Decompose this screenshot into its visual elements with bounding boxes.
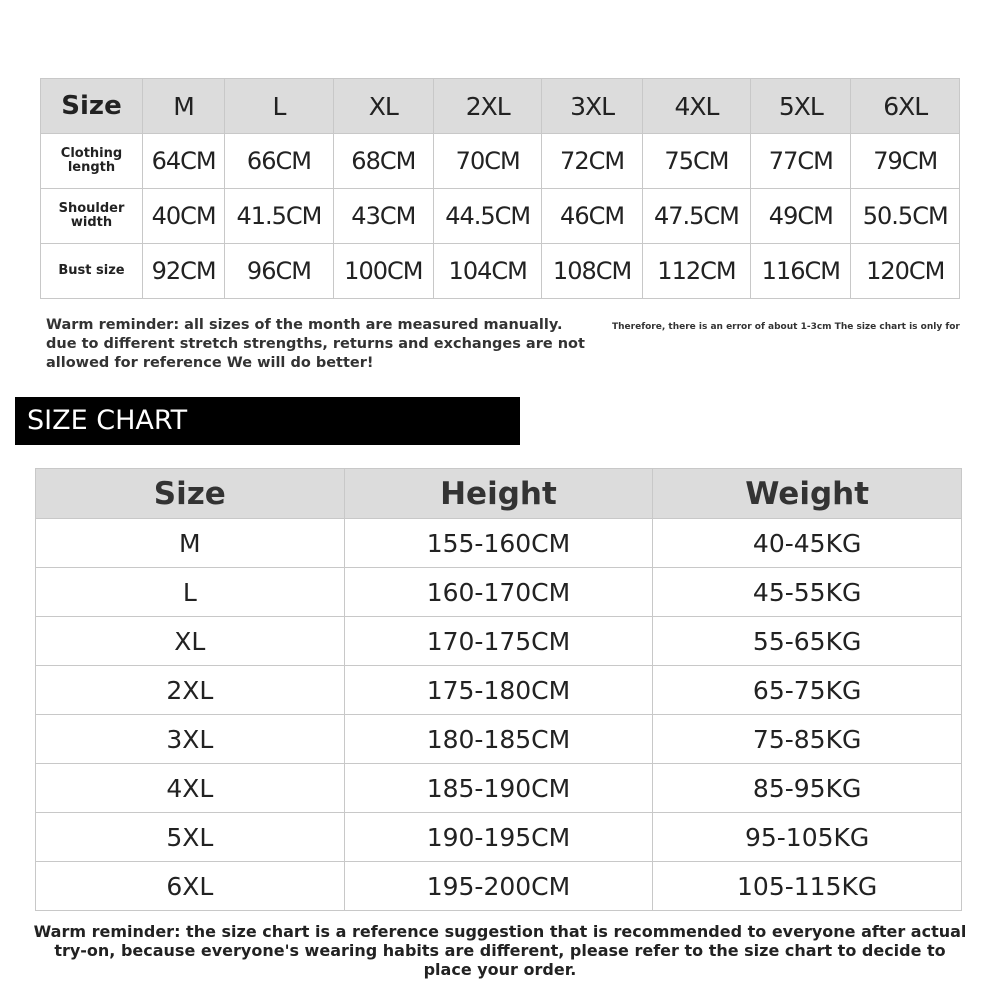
measurement-cell: 96CM (225, 244, 334, 299)
table-row (36, 666, 962, 715)
measurement-table (40, 78, 960, 299)
header-cell: XL (333, 79, 433, 134)
size-cell: XL (36, 617, 345, 666)
measurement-cell: 50.5CM (851, 189, 960, 244)
height-weight-table (35, 468, 962, 911)
measurement-cell: 79CM (851, 134, 960, 189)
measurement-cell: 40CM (143, 189, 225, 244)
height-cell: 175-180CM (344, 666, 653, 715)
measurement-cell: 77CM (751, 134, 851, 189)
measurement-cell: 46CM (542, 189, 642, 244)
measurement-cell: 43CM (333, 189, 433, 244)
table-row (36, 617, 962, 666)
measurement-cell: 120CM (851, 244, 960, 299)
size-cell: 6XL (36, 862, 345, 911)
table-header-row (36, 469, 962, 519)
measurement-cell: 108CM (542, 244, 642, 299)
table-header-row (41, 79, 960, 134)
size-cell: 3XL (36, 715, 345, 764)
size-chart-banner: SIZE CHART (15, 397, 520, 445)
measurement-cell: 116CM (751, 244, 851, 299)
measurement-cell: 68CM (333, 134, 433, 189)
header-cell: Size (36, 469, 345, 519)
table-row (36, 764, 962, 813)
size-cell: 5XL (36, 813, 345, 862)
table-row (41, 244, 960, 299)
header-cell: Height (344, 469, 653, 519)
row-label: Bust size (41, 244, 143, 299)
measurement-cell: 100CM (333, 244, 433, 299)
size-cell: M (36, 519, 345, 568)
table-row (41, 134, 960, 189)
header-cell: Weight (653, 469, 962, 519)
measurement-cell: 49CM (751, 189, 851, 244)
table-row (36, 519, 962, 568)
measurement-cell: 70CM (433, 134, 542, 189)
header-cell: M (143, 79, 225, 134)
measurement-cell: 44.5CM (433, 189, 542, 244)
measurement-cell: 112CM (642, 244, 751, 299)
table-row (36, 813, 962, 862)
weight-cell: 55-65KG (653, 617, 962, 666)
header-cell: 2XL (433, 79, 542, 134)
height-cell: 195-200CM (344, 862, 653, 911)
height-cell: 160-170CM (344, 568, 653, 617)
height-cell: 185-190CM (344, 764, 653, 813)
table-row (41, 189, 960, 244)
weight-cell: 75-85KG (653, 715, 962, 764)
measurement-cell: 41.5CM (225, 189, 334, 244)
measurement-cell: 92CM (143, 244, 225, 299)
measurement-cell: 72CM (542, 134, 642, 189)
height-cell: 190-195CM (344, 813, 653, 862)
measurement-cell: 75CM (642, 134, 751, 189)
size-cell: L (36, 568, 345, 617)
size-advice-note: Warm reminder: the size chart is a reference suggestion that is recommended to everyone after actual try-on, because everyone's wearing habits are different, please refer to the size chart to decide to place your order. (33, 922, 967, 979)
measurement-cell: 104CM (433, 244, 542, 299)
table-row (36, 715, 962, 764)
row-label: Clothing length (41, 134, 143, 189)
header-cell: 6XL (851, 79, 960, 134)
measurement-note: Warm reminder: all sizes of the month are measured manually. due to different stretch strengths, returns and exchanges are not allowed for reference We will do better! (46, 317, 585, 371)
height-cell: 170-175CM (344, 617, 653, 666)
header-cell: 4XL (642, 79, 751, 134)
weight-cell: 85-95KG (653, 764, 962, 813)
size-cell: 4XL (36, 764, 345, 813)
measurement-cell: 64CM (143, 134, 225, 189)
table-row (36, 568, 962, 617)
measurement-cell: 47.5CM (642, 189, 751, 244)
header-cell: Size (41, 79, 143, 134)
weight-cell: 45-55KG (653, 568, 962, 617)
size-cell: 2XL (36, 666, 345, 715)
weight-cell: 95-105KG (653, 813, 962, 862)
header-cell: L (225, 79, 334, 134)
table-row (36, 862, 962, 911)
height-cell: 155-160CM (344, 519, 653, 568)
weight-cell: 65-75KG (653, 666, 962, 715)
height-cell: 180-185CM (344, 715, 653, 764)
measurement-cell: 66CM (225, 134, 334, 189)
header-cell: 5XL (751, 79, 851, 134)
error-note: Therefore, there is an error of about 1-3cm The size chart is only for (612, 322, 960, 332)
row-label: Shoulder width (41, 189, 143, 244)
weight-cell: 40-45KG (653, 519, 962, 568)
header-cell: 3XL (542, 79, 642, 134)
weight-cell: 105-115KG (653, 862, 962, 911)
